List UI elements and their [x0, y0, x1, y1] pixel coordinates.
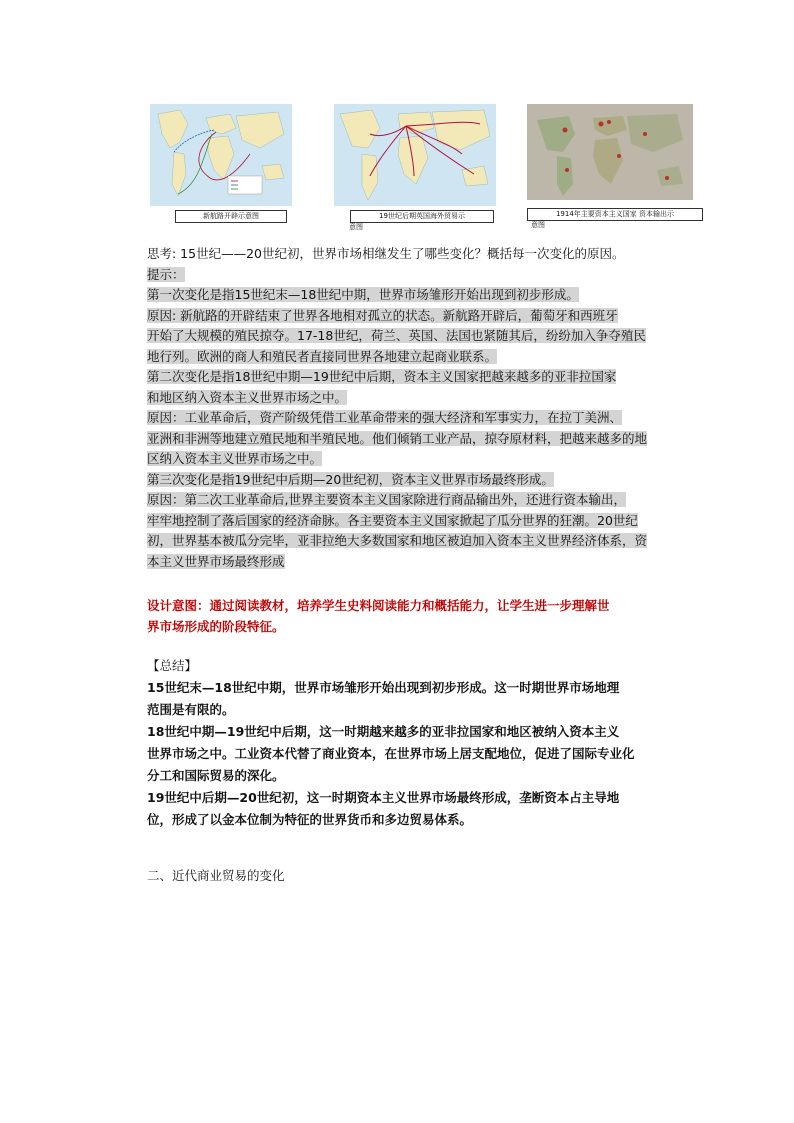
figure-caption: 1914年主要资本主义国家 资本输出示 — [527, 208, 703, 221]
answer-line — [147, 552, 285, 573]
design-intent-line: 设计意图：通过阅读教材，培养学生史料阅读能力和概括能力，让学生进一步理解世 — [147, 598, 610, 613]
summary-block — [147, 656, 707, 826]
answer-line — [147, 285, 579, 306]
answer-line — [147, 326, 646, 347]
answer-line-text: 原因：第二次工业革命后,世界主要资本主义国家除进行商品输出外，还进行资本输出， — [147, 492, 626, 507]
map-new-routes-image — [150, 104, 292, 206]
answer-block — [147, 285, 707, 585]
answer-line-text: 本主义世界市场最终形成 — [147, 553, 285, 569]
summary-line: 15世纪末—18世纪中期，世界市场雏形开始出现到初步形成。这一时期世界市场地理 — [147, 680, 620, 695]
answer-line — [147, 408, 622, 429]
answer-line — [147, 449, 322, 470]
answer-line — [147, 490, 626, 511]
answer-line-text: 和地区纳入资本主义世界市场之中。 — [147, 389, 348, 405]
question-text: 思考: 15世纪——20世纪初，世界市场相继发生了哪些变化？概括每一次变化的原因。 — [147, 246, 625, 261]
summary-line: 19世纪中后期—20世纪初，这一时期资本主义世界市场最终形成，垄断资本占主导地 — [147, 790, 620, 805]
summary-line: 分工和国际贸易的深化。 — [147, 768, 285, 783]
figure-caption: 19世纪后期英国海外贸易示 — [350, 210, 494, 223]
summary-line: 世界市场之中。工业资本代替了商业资本，在世界市场上居支配地位，促进了国际专业化 — [147, 746, 635, 761]
answer-line-text: 第三次变化是指19世纪中后期—20世纪初，资本主义世界市场最终形成。 — [147, 471, 554, 487]
summary-line: 范围是有限的。 — [147, 702, 235, 717]
answer-line — [147, 306, 618, 327]
figure-caption: 新航路开辟示意图 — [175, 210, 287, 223]
answer-line-text: 亚洲和非洲等地建立殖民地和半殖民地。他们倾销工业产品，掠夺原材料，把越来越多的地 — [147, 430, 648, 446]
answer-line — [147, 470, 554, 491]
answer-line-text: 第一次变化是指15世纪末—18世纪中期，世界市场雏形开始出现到初步形成。 — [147, 287, 579, 302]
figure-caption-continued: 意图 — [531, 221, 545, 229]
answer-line — [147, 511, 638, 532]
answer-line — [147, 429, 647, 450]
map-british-trade-image — [334, 104, 496, 206]
answer-line — [147, 388, 347, 409]
design-intent-line: 界市场形成的阶段特征。 — [147, 618, 285, 634]
design-intent — [147, 596, 707, 638]
hint-label-text: 提示： — [147, 266, 185, 282]
answer-line-text: 地行列。欧洲的商人和殖民者直接同世界各地建立起商业联系。 — [147, 348, 498, 364]
map-capital-export-image — [527, 104, 693, 200]
answer-line-text: 开始了大规模的殖民掠夺。17-18世纪，荷兰、英国、法国也紧随其后，纷纷加入争夺殖民 — [147, 328, 646, 343]
answer-line-text: 原因：工业革命后，资产阶级凭借工业革命带来的强大经济和军事实力，在拉丁美洲、 — [147, 410, 623, 425]
answer-line-text: 原因: 新航路的开辟结束了世界各地相对孤立的状态。新航路开辟后，葡萄牙和西班牙 — [147, 307, 618, 323]
hint-label — [147, 265, 185, 286]
answer-line-text: 第二次变化是指18世纪中期—19世纪中后期，资本主义国家把越来越多的亚非拉国家 — [147, 369, 617, 384]
answer-line-text: 初，世界基本被瓜分完毕，亚非拉绝大多数国家和地区被迫加入资本主义世界经济体系，资 — [147, 533, 648, 548]
answer-line — [147, 531, 647, 552]
section-heading: 二、近代商业贸易的变化 — [147, 868, 285, 883]
summary-line: 18世纪中期—19世纪中后期，这一时期越来越多的亚非拉国家和地区被纳入资本主义 — [147, 724, 620, 739]
summary-line: 位，形成了以金本位制为特征的世界货币和多边贸易体系。 — [147, 812, 473, 827]
answer-line — [147, 347, 497, 368]
figure-caption-continued: 意图 — [349, 223, 363, 231]
answer-line-text: 区纳入资本主义世界市场之中。 — [147, 451, 323, 466]
answer-line-text: 牢牢地控制了落后国家的经济命脉。各主要资本主义国家掀起了瓜分世界的狂潮。20世纪 — [147, 512, 638, 528]
summary-title: 【总结】 — [147, 658, 198, 673]
answer-line — [147, 367, 616, 388]
